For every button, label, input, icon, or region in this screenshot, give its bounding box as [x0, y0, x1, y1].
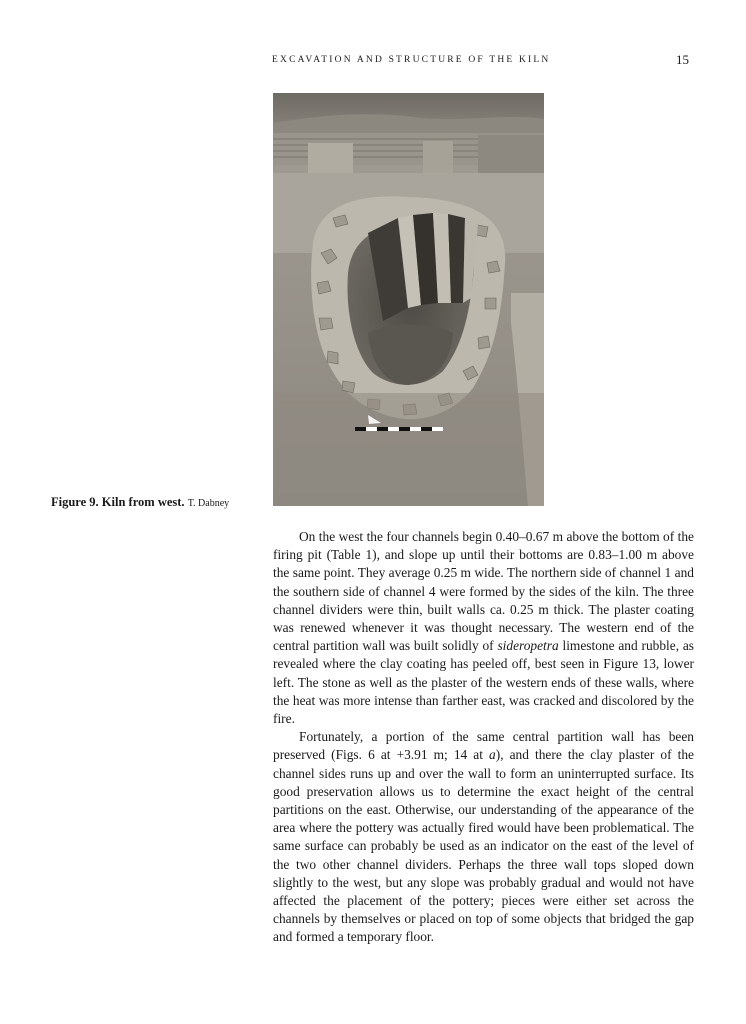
figure-credit: T. Dabney: [187, 498, 230, 509]
page-number: 15: [676, 52, 689, 67]
running-title: EXCAVATION AND STRUCTURE OF THE KILN: [272, 55, 551, 65]
kiln-photograph: [273, 93, 544, 506]
figure-label: Figure 9. Kiln from west.: [51, 495, 185, 509]
body-text: [273, 528, 694, 947]
figure-caption: [51, 495, 229, 510]
paragraph-1: On the west the four channels begin 0.40–0.67 m above the bottom of the firing pit (Table 1), and slope up until their bottoms are 0.83–1.00 m above the same point. They average 0.25 m wide. The northern side of channel 1 and the southern side of channel 4 were formed by the sides of the kiln. The three channel dividers were thin, built walls ca. 0.25 m thick. The plaster coating was renewed whenever it was thought necessary. The western end of the central partition wall was built solidly of sideropetra limestone and rubble, as revealed where the clay coating has peeled off, best seen in Figure 13, lower left. The stone as well as the plaster of the western ends of these walls, where the heat was more intense than farther east, was cracked and discolored by the fire.: [273, 529, 694, 727]
paragraph-2: Fortunately, a portion of the same central partition wall has been preserved (Figs. 6 at +3.91 m; 14 at a), and there the clay plaster of the channel sides runs up and over the wall to form an uninterrupted surface. Its good preservation allows us to determine the exact height of the central partitions on the east. Otherwise, our understanding of the appearance of the area where the pottery was actually fired would have been problematical. The same surface can probably be used as an indicator on the east of the level of the two other channel dividers. Perhaps the three wall tops sloped down slightly to the west, but any slope was probably gradual and would not have affected the placement of the pottery; pieces were either set across the channels by themselves or placed on top of some objects that bridged the gap and formed a temporary floor.: [273, 729, 694, 945]
